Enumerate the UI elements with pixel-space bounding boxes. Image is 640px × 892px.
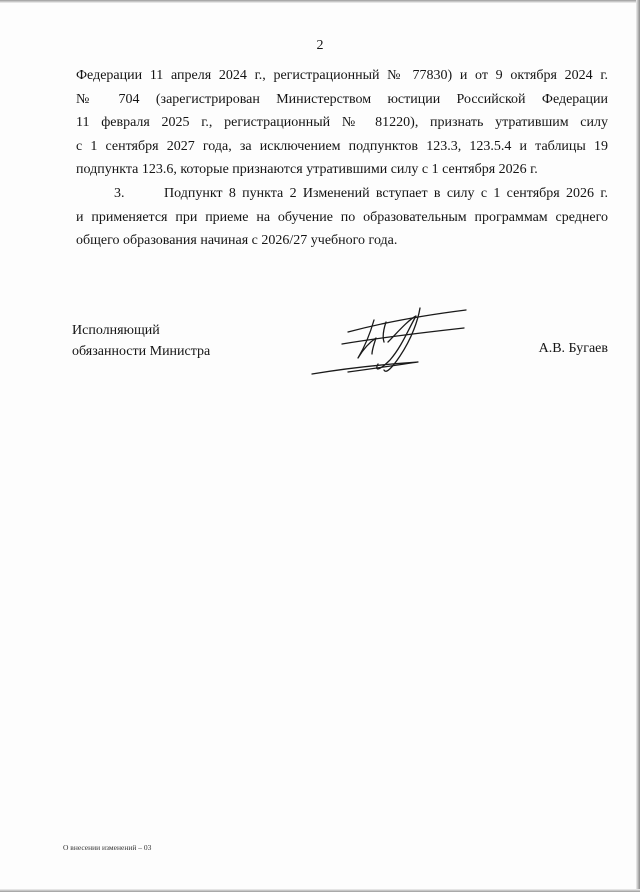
- text-line-content: Подпункт 8 пункта 2 Изменений вступает в силу с 1 сентября 2026 г.: [164, 185, 608, 201]
- page-number: 2: [316, 38, 324, 53]
- signatory-title-line: обязанности Министра: [72, 344, 211, 359]
- text-line: общего образования начиная с 2026/27 учебного года.: [76, 233, 398, 249]
- text-line: [76, 182, 608, 206]
- item-number: 3.: [114, 185, 125, 201]
- footer-note: О внесении изменений – 03: [63, 843, 152, 852]
- scan-edge-top: [0, 0, 640, 3]
- signatory-title: [72, 320, 210, 362]
- text-line: Федерации 11 апреля 2024 г., регистрационный № 77830) и от 9 октября 2024 г.: [76, 68, 608, 83]
- handwritten-signature: [308, 298, 470, 380]
- text-line: и применяется при приеме на обучение по образовательным программам среднего: [76, 209, 608, 225]
- text-line: с 1 сентября 2027 года, за исключением подпунктов 123.3, 123.5.4 и таблицы 19: [76, 138, 608, 154]
- scan-edge-right: [636, 0, 640, 892]
- paragraph-continuation: [76, 64, 608, 182]
- document-body: [76, 64, 608, 253]
- signatory-name: А.В. Бугаев: [538, 341, 608, 356]
- text-line: подпункта 123.6, которые признаются утратившими силу с 1 сентября 2026 г.: [76, 162, 538, 178]
- text-line: № 704 (зарегистрирован Министерством юстиции Российской Федерации: [76, 91, 608, 107]
- text-line: 11 февраля 2025 г., регистрационный № 81220), признать утратившим силу: [76, 115, 608, 131]
- signatory-title-line: Исполняющий: [72, 323, 160, 338]
- paragraph-item-3: [76, 182, 608, 253]
